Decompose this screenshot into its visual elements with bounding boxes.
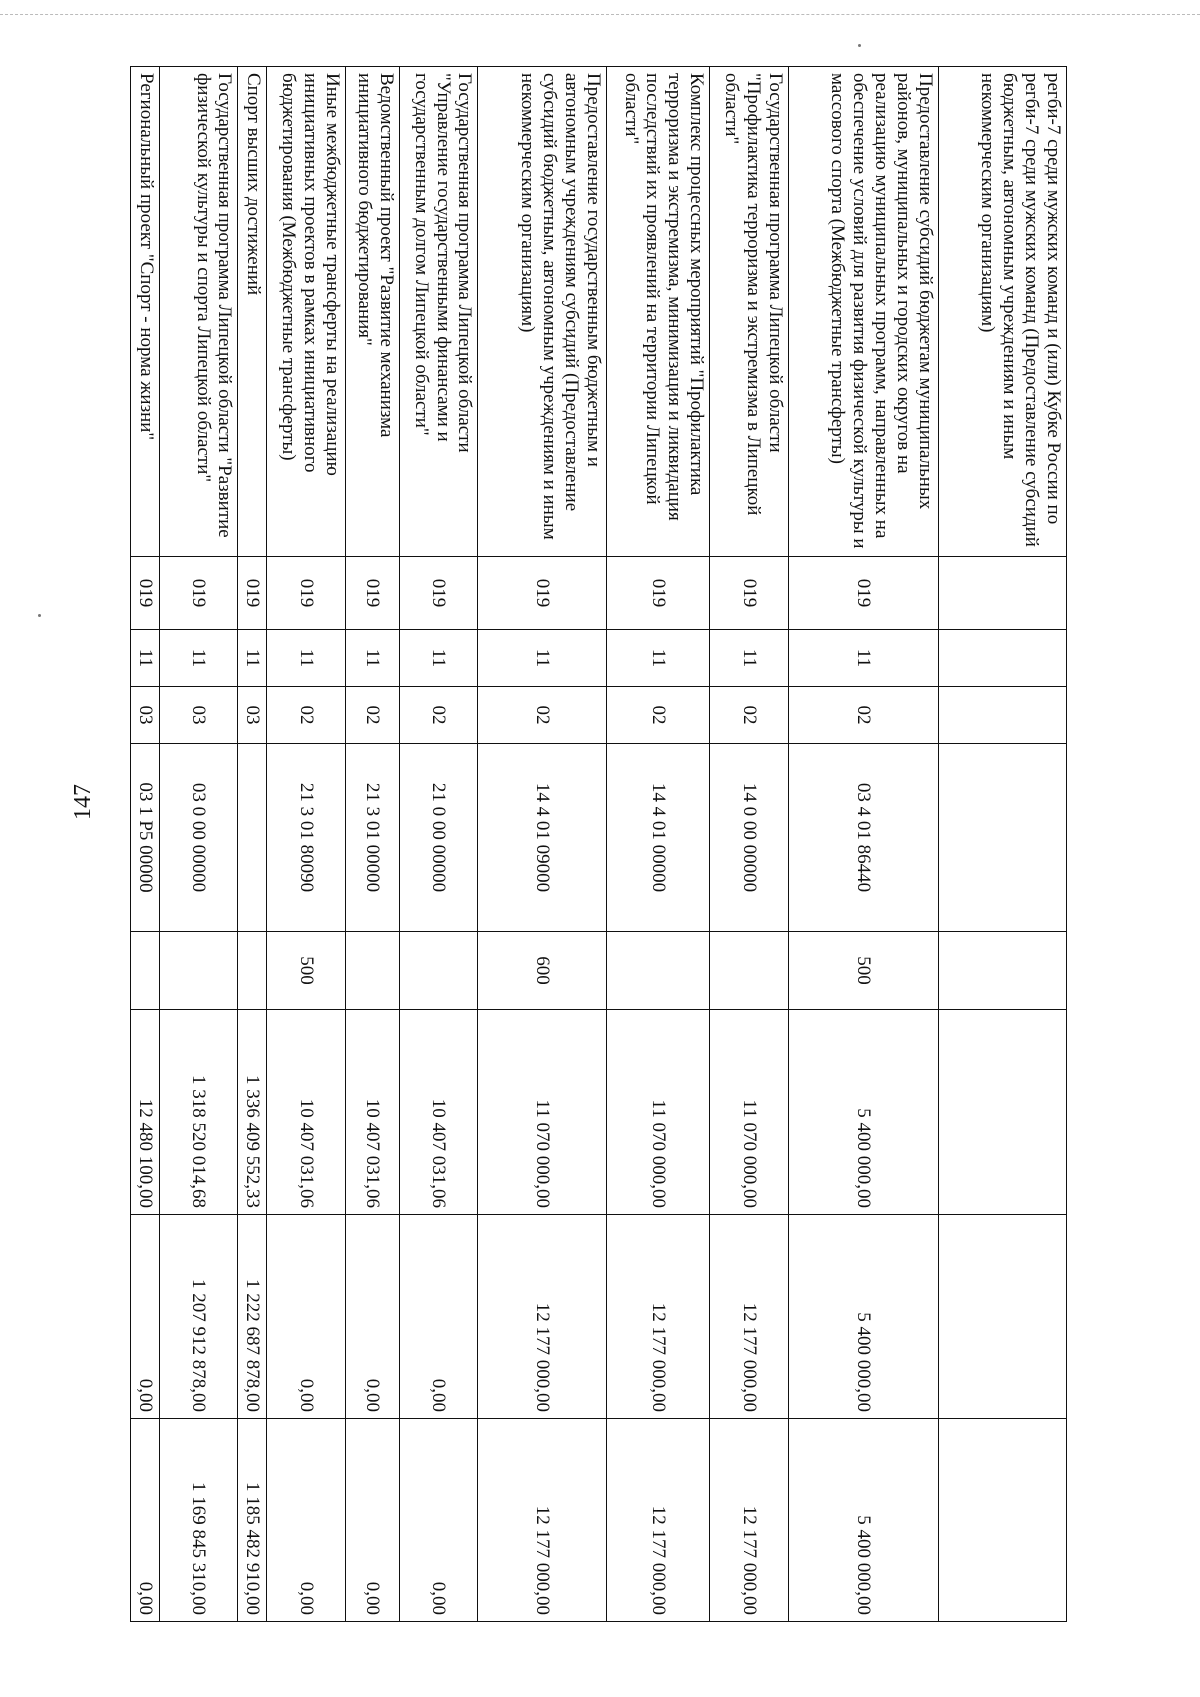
- scan-speck: [858, 44, 861, 47]
- table-row: [789, 67, 939, 1622]
- row-amount-2: 1 207 912 878,00: [159, 1215, 238, 1419]
- row-amount-3: 12 177 000,00: [478, 1419, 606, 1622]
- row-amount-1: 10 407 031,06: [399, 1010, 478, 1215]
- row-code: 019: [789, 557, 939, 630]
- row-section: 11: [159, 630, 238, 687]
- row-code: 019: [399, 557, 478, 630]
- row-subsection: 02: [478, 687, 606, 744]
- row-section: 11: [399, 630, 478, 687]
- row-target: 21 0 00 00000: [399, 744, 478, 932]
- budget-table-rotated: [130, 66, 1067, 1621]
- row-target: [938, 744, 1066, 932]
- row-amount-3: 1 185 482 910,00: [238, 1419, 266, 1622]
- row-subsection: 03: [238, 687, 266, 744]
- row-amount-1: [938, 1010, 1066, 1215]
- table-row: [399, 67, 478, 1622]
- row-amount-2: 1 222 687 878,00: [238, 1215, 266, 1419]
- row-section: 11: [238, 630, 266, 687]
- row-section: 11: [131, 630, 160, 687]
- row-amount-1: 11 070 000,00: [606, 1010, 709, 1215]
- table-row: [938, 67, 1066, 1622]
- row-target: 03 1 P5 00000: [131, 744, 160, 932]
- table-row: [131, 67, 160, 1622]
- row-amount-1: 10 407 031,06: [266, 1010, 345, 1215]
- row-code: 019: [266, 557, 345, 630]
- row-amount-3: 12 177 000,00: [710, 1419, 789, 1622]
- row-amount-3: 0,00: [345, 1419, 399, 1622]
- row-amount-3: 0,00: [266, 1419, 345, 1622]
- row-expense-type: 500: [789, 932, 939, 1010]
- table-row: [238, 67, 266, 1622]
- row-subsection: 02: [606, 687, 709, 744]
- table-row: [710, 67, 789, 1622]
- row-section: [938, 630, 1066, 687]
- row-expense-type: [345, 932, 399, 1010]
- row-subsection: 02: [266, 687, 345, 744]
- row-target: 03 4 01 86440: [789, 744, 939, 932]
- row-subsection: 02: [345, 687, 399, 744]
- row-code: 019: [478, 557, 606, 630]
- row-amount-3: 5 400 000,00: [789, 1419, 939, 1622]
- row-subsection: 03: [159, 687, 238, 744]
- row-expense-type: 500: [266, 932, 345, 1010]
- row-amount-2: 0,00: [345, 1215, 399, 1419]
- row-expense-type: [238, 932, 266, 1010]
- row-amount-1: 11 070 000,00: [710, 1010, 789, 1215]
- row-amount-3: 0,00: [399, 1419, 478, 1622]
- row-subsection: 02: [710, 687, 789, 744]
- row-name: Государственная программа Липецкой области "Профилактика терроризма и экстремизма в Липецкой области": [710, 67, 789, 557]
- row-name: Региональный проект "Спорт - норма жизни": [131, 67, 160, 557]
- row-code: 019: [131, 557, 160, 630]
- row-amount-3: 12 177 000,00: [606, 1419, 709, 1622]
- row-subsection: 02: [789, 687, 939, 744]
- row-amount-1: 10 407 031,06: [345, 1010, 399, 1215]
- row-code: [938, 557, 1066, 630]
- row-amount-2: 0,00: [266, 1215, 345, 1419]
- row-target: 14 0 00 00000: [710, 744, 789, 932]
- table-row: [266, 67, 345, 1622]
- row-expense-type: [131, 932, 160, 1010]
- row-name: Спорт высших достижений: [238, 67, 266, 557]
- row-amount-2: 12 177 000,00: [710, 1215, 789, 1419]
- row-section: 11: [789, 630, 939, 687]
- row-code: 019: [159, 557, 238, 630]
- row-amount-3: [938, 1419, 1066, 1622]
- row-code: 019: [710, 557, 789, 630]
- row-amount-2: [938, 1215, 1066, 1419]
- row-amount-1: 1 336 409 552,33: [238, 1010, 266, 1215]
- row-name: Государственная программа Липецкой области "Развитие физической культуры и спорта Липецкой области": [159, 67, 238, 557]
- row-amount-2: 12 177 000,00: [478, 1215, 606, 1419]
- row-name: Предоставление государственным бюджетным и автономным учреждениям субсидий (Предоставление субсидий бюджетным, автономным учреждениям и иным некоммерческим организациям): [478, 67, 606, 557]
- row-amount-1: 12 480 100,00: [131, 1010, 160, 1215]
- table-row: [345, 67, 399, 1622]
- row-name: Государственная программа Липецкой области "Управление государственными финансами и государственным долгом Липецкой области": [399, 67, 478, 557]
- row-name: регби-7 среди мужских команд и (или) Кубке России по регби-7 среди мужских команд (Предоставление субсидий бюджетным, автономным учреждениям и иным некоммерческим организациям): [938, 67, 1066, 557]
- row-code: 019: [345, 557, 399, 630]
- row-name: Иные межбюджетные трансферты на реализацию инициативных проектов в рамках инициативного бюджетирования (Межбюджетные трансферты): [266, 67, 345, 557]
- row-amount-1: 11 070 000,00: [478, 1010, 606, 1215]
- table-row: [606, 67, 709, 1622]
- row-amount-2: 5 400 000,00: [789, 1215, 939, 1419]
- row-target: 21 3 01 80090: [266, 744, 345, 932]
- budget-table: [130, 66, 1067, 1622]
- row-amount-3: 1 169 845 310,00: [159, 1419, 238, 1622]
- row-target: 03 0 00 00000: [159, 744, 238, 932]
- row-amount-3: 0,00: [131, 1419, 160, 1622]
- table-row: [478, 67, 606, 1622]
- row-expense-type: [710, 932, 789, 1010]
- row-section: 11: [345, 630, 399, 687]
- row-expense-type: [606, 932, 709, 1010]
- row-expense-type: [159, 932, 238, 1010]
- row-amount-1: 1 318 520 014,68: [159, 1010, 238, 1215]
- row-target: 14 4 01 09000: [478, 744, 606, 932]
- scan-speck: [38, 614, 41, 617]
- row-subsection: 03: [131, 687, 160, 744]
- row-amount-2: 0,00: [399, 1215, 478, 1419]
- row-code: 019: [606, 557, 709, 630]
- row-name: Ведомственный проект "Развитие механизма инициативного бюджетирования": [345, 67, 399, 557]
- row-target: 21 3 01 00000: [345, 744, 399, 932]
- row-code: 019: [238, 557, 266, 630]
- row-section: 11: [606, 630, 709, 687]
- page-number: 147: [70, 784, 96, 820]
- row-subsection: 02: [399, 687, 478, 744]
- row-section: 11: [710, 630, 789, 687]
- row-amount-2: 0,00: [131, 1215, 160, 1419]
- row-subsection: [938, 687, 1066, 744]
- row-amount-2: 12 177 000,00: [606, 1215, 709, 1419]
- table-row: [159, 67, 238, 1622]
- row-name: Комплекс процессных мероприятий "Профилактика терроризма и экстремизма, минимизация и ликвидация последствий их проявлений на территории Липецкой области": [606, 67, 709, 557]
- row-expense-type: [399, 932, 478, 1010]
- row-expense-type: 600: [478, 932, 606, 1010]
- row-target: [238, 744, 266, 932]
- row-amount-1: 5 400 000,00: [789, 1010, 939, 1215]
- row-expense-type: [938, 932, 1066, 1010]
- row-name: Предоставление субсидий бюджетам муниципальных районов, муниципальных и городских округов на реализацию муниципальных программ, направленных на обеспечение условий для развития физической культуры и массового спорта (Межбюджетные трансферты): [789, 67, 939, 557]
- row-target: 14 4 01 00000: [606, 744, 709, 932]
- scan-edge-line: [0, 14, 1200, 15]
- row-section: 11: [266, 630, 345, 687]
- row-section: 11: [478, 630, 606, 687]
